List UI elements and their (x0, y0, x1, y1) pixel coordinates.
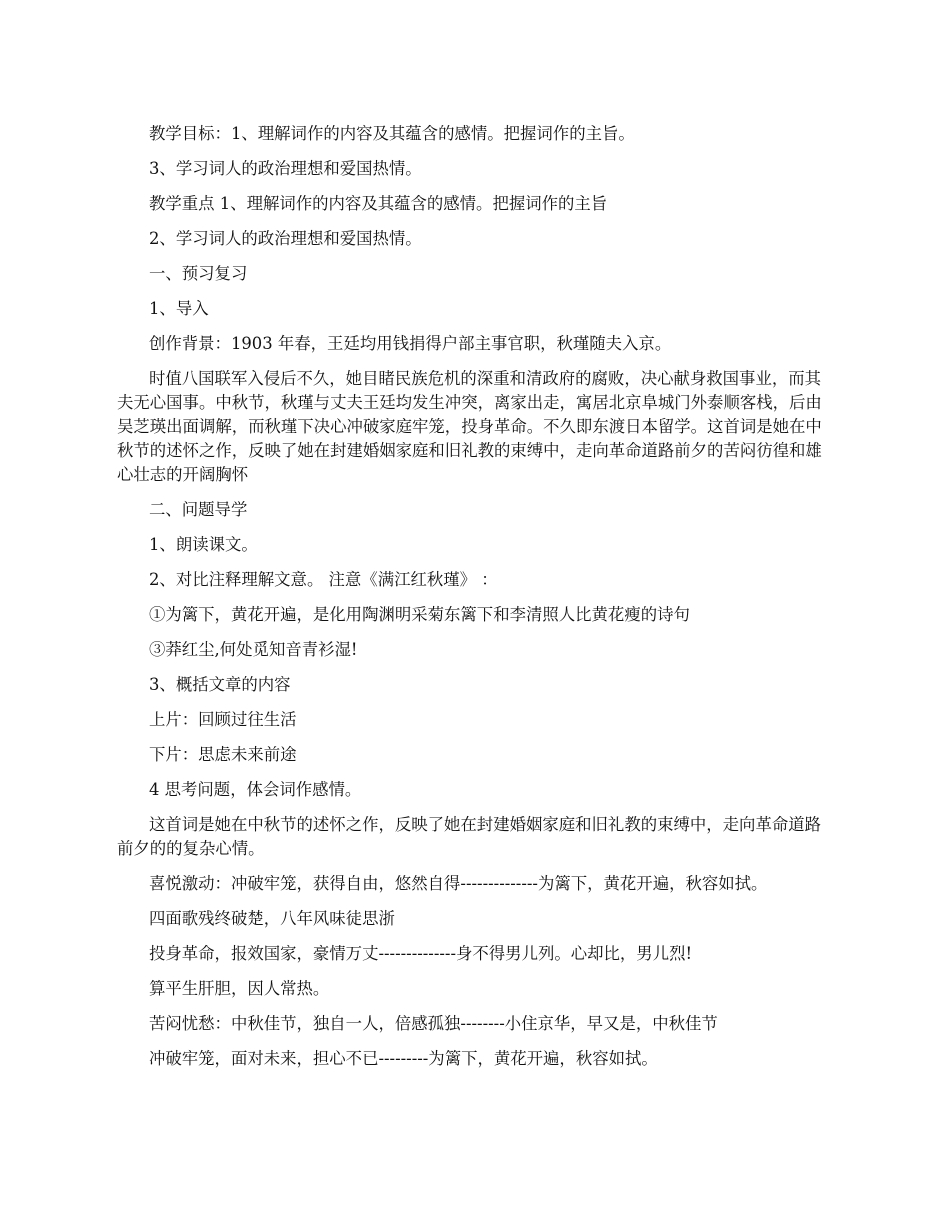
step-read-aloud: 1、朗读课文。 (149, 535, 258, 554)
context-paragraph: 时值八国联军入侵后不久，她目睹民族危机的深重和清政府的腐败，决心献身救国事业，而其夫无心国事。中秋节，秋瑾与丈夫王廷均发生冲突，离家出走，寓居北京阜城门外泰顺客栈，后由吴芝瑛出面调解，而秋瑾下决心冲破家庭牢笼，投身革命。不久即东渡日本留学。这首词是她在中秋节的述怀之作，反映了她在封建婚姻家庭和旧礼教的束缚中，走向革命道路前夕的苦闷彷徨和雄心壮志的开阔胸怀 (117, 369, 822, 484)
section-heading-preview: 一、预习复习 (149, 264, 248, 283)
step-compare-notes: 2、对比注释理解文意。 注意《满江红秋瑾》 ： (149, 570, 498, 589)
step-summarize: 3、概括文章的内容 (149, 675, 291, 694)
step-think: 4 思考问题，体会词作感情。 (149, 780, 362, 799)
emotion-sorrow: 苦闷忧愁：中秋佳节，独自一人，倍感孤独--------小住京华，早又是，中秋佳节 (149, 1014, 718, 1033)
subheading-intro: 1、导入 (149, 299, 209, 318)
emotion-sorrow-line-2: 冲破牢笼，面对未来，担心不已---------为篱下，黄花开遍，秋容如拭。 (149, 1049, 658, 1068)
note-item-1: ①为篱下，黄花开遍，是化用陶渊明采菊东篱下和李清照人比黄花瘦的诗句 (149, 605, 690, 624)
teaching-focus-2: 2、学习词人的政治理想和爱国热情。 (149, 229, 422, 248)
section-heading-questions: 二、问题导学 (149, 500, 248, 519)
teaching-focus-1: 教学重点 1、理解词作的内容及其蕴含的感情。把握词作的主旨 (149, 194, 608, 213)
document-body (117, 122, 829, 1082)
emotion-joy-line-2: 四面歌残终破楚，八年风味徒思浙 (149, 909, 395, 928)
emotion-joy-line-3: 投身革命，报效国家，豪情万丈--------------身不得男儿列。心却比，男儿烈! (149, 944, 693, 963)
background-paragraph: 创作背景：1903 年春，王廷均用钱捐得户部主事官职，秋瑾随夫入京。 (149, 334, 672, 353)
teaching-goal-3: 3、学习词人的政治理想和爱国热情。 (149, 159, 422, 178)
note-item-3: ③莽红尘,何处觅知音青衫湿! (149, 640, 358, 659)
teaching-goal-1: 教学目标：1、理解词作的内容及其蕴含的感情。把握词作的主旨。 (149, 124, 635, 143)
summary-upper: 上片：回顾过往生活 (149, 710, 297, 729)
emotion-joy-line-4: 算平生肝胆，因人常热。 (149, 979, 330, 998)
summary-lower: 下片：思虑未来前途 (149, 745, 297, 764)
emotion-joy: 喜悦激动：冲破牢笼，获得自由，悠然自得--------------为篱下，黄花开遍，秋容如拭。 (149, 874, 768, 893)
emotion-overview: 这首词是她在中秋节的述怀之作，反映了她在封建婚姻家庭和旧礼教的束缚中，走向革命道路前夕的的复杂心情。 (117, 815, 822, 858)
